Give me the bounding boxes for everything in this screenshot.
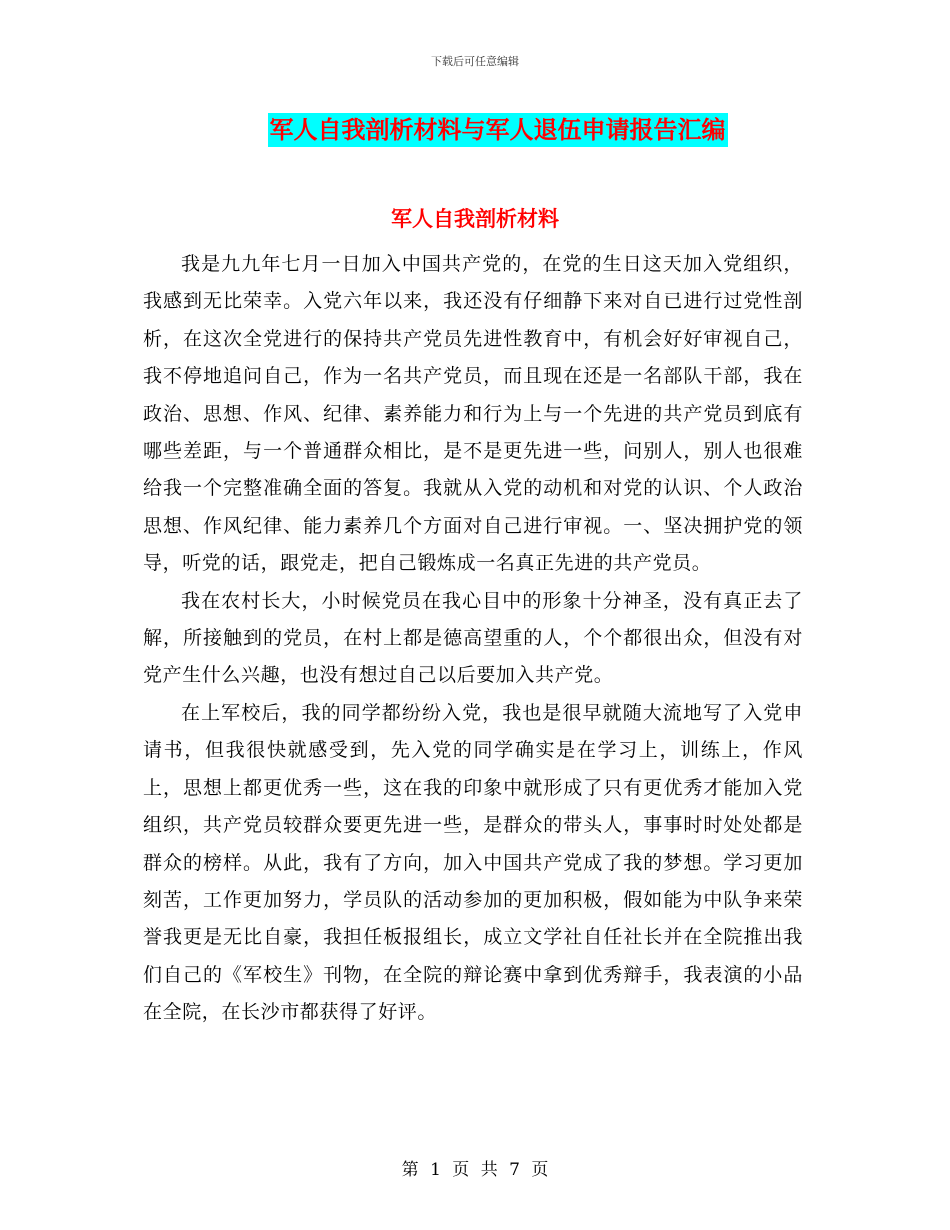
document-title-text: 军人自我剖析材料与军人退伍申请报告汇编 — [268, 113, 728, 147]
header-note: 下载后可任意编辑 — [431, 55, 519, 68]
paragraph: 我是九九年七月一日加入中国共产党的，在党的生日这天加入党组织，我感到无比荣幸。入党六年以来，我还没有仔细静下来对自已进行过党性剖析，在这次全党进行的保持共产党员先进性教育中，有机会好好审视自己，我不停地追问自己，作为一名共产党员，而且现在还是一名部队干部，我在政治、思想、作风、纪律、素养能力和行为上与一个先进的共产党员到底有哪些差距，与一个普通群众相比，是不是更先进一些，问别人，别人也很难给我一个完整准确全面的答复。我就从入党的动机和对党的认识、个人政治思想、作风纪律、能力素养几个方面对自己进行审视。一、坚决拥护党的领导，听党的话，跟党走，把自己锻炼成一名真正先进的共产党员。 — [143, 253, 803, 575]
page-number: 第 1 页 共 7 页 — [401, 1160, 549, 1180]
paragraph: 在上军校后，我的同学都纷纷入党，我也是很早就随大流地写了入党申请书，但我很快就感受到，先入党的同学确实是在学习上，训练上，作风上，思想上都更优秀一些，这在我的印象中就形成了只有更优秀才能加入党组织，共产党员较群众要更先进一些，是群众的带头人，事事时时处处都是群众的榜样。从此，我有了方向，加入中国共产党成了我的梦想。学习更加刻苦，工作更加努力，学员队的活动参加的更加积极，假如能为中队争来荣誉我更是无比自豪，我担任板报组长，成立文学社自任社长并在全院推出我们自己的《军校生》刊物，在全院的辩论赛中拿到优秀辩手，我表演的小品在全院，在长沙市都获得了好评。 — [143, 701, 803, 1024]
document-title — [0, 113, 950, 147]
document-body — [143, 246, 803, 1032]
section-title: 军人自我剖析材料 — [391, 207, 559, 231]
paragraph: 我在农村长大，小时候党员在我心目中的形象十分神圣，没有真正去了解，所接触到的党员，在村上都是德高望重的人，个个都很出众，但没有对党产生什么兴趣，也没有想过自己以后要加入共产党。 — [143, 589, 803, 687]
